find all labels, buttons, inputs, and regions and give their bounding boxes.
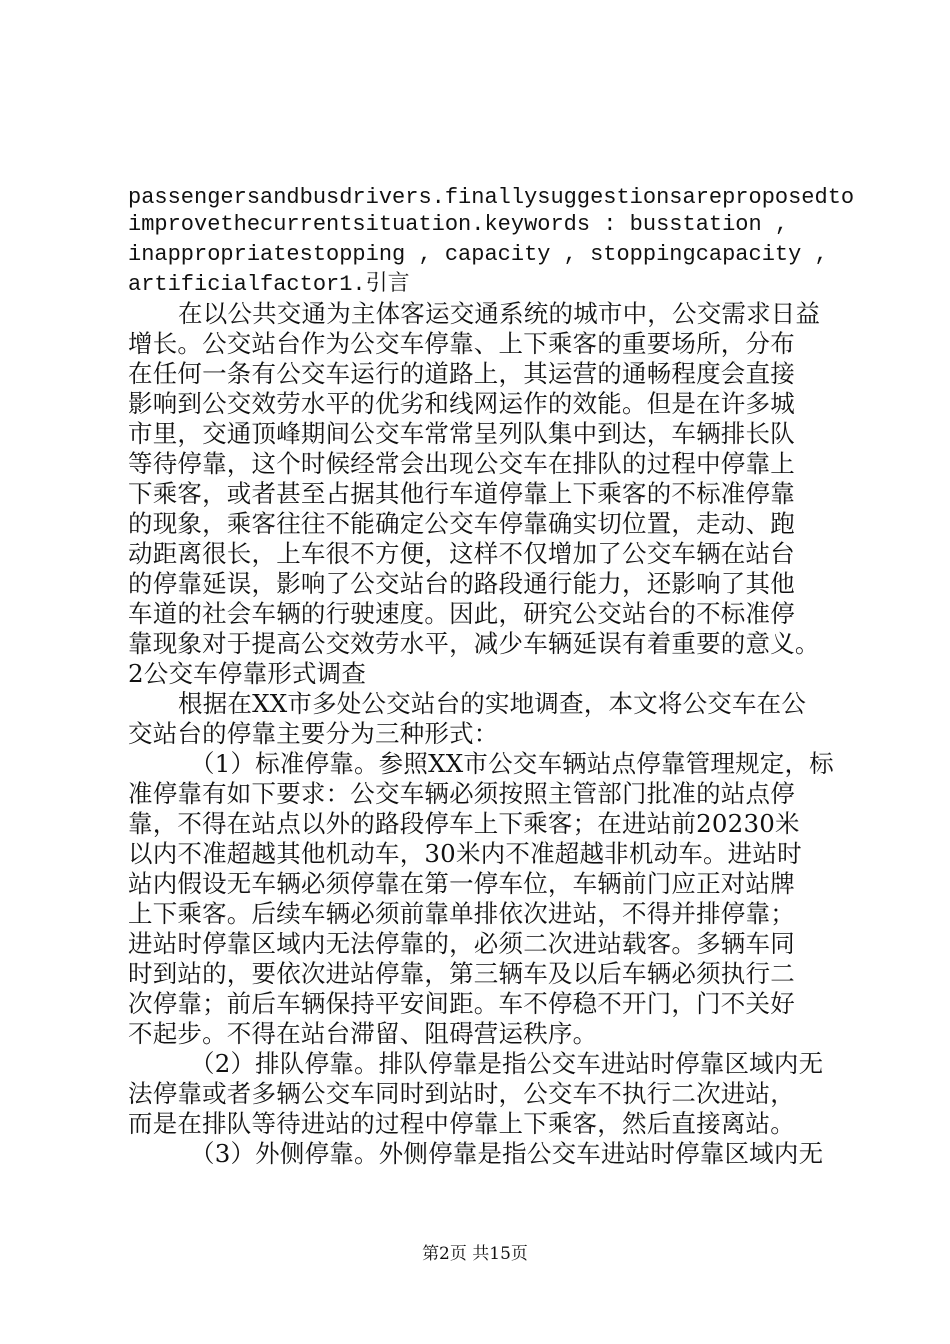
page-number-footer: 第2页 共15页 [422, 1244, 528, 1264]
body-line: 上下乘客。后续车辆必须前靠单排依次进站，不得并排停靠； [128, 899, 795, 928]
body-line: （3）外侧停靠。外侧停靠是指公交车进站时停靠区域内无 [190, 1139, 824, 1168]
body-line: 时到站的，要依次进站停靠，第三辆车及以后车辆必须执行二 [128, 959, 795, 988]
body-line: 等待停靠，这个时候经常会出现公交车在排队的过程中停靠上 [128, 449, 795, 478]
body-line: 进站时停靠区域内无法停靠的，必须二次进站载客。多辆车同 [128, 929, 795, 958]
body-line: （1）标准停靠。参照XX市公交车辆站点停靠管理规定，标 [190, 749, 834, 778]
body-line: 根据在XX市多处公交站台的实地调查，本文将公交车在公 [178, 689, 807, 718]
body-line: 市里，交通顶峰期间公交车常常呈列队集中到达，车辆排长队 [128, 419, 795, 448]
body-line: 准停靠有如下要求：公交车辆必须按照主管部门批准的站点停 [128, 779, 795, 808]
abstract-line-4: artificialfactor1.引言 [128, 272, 410, 297]
body-line: 车道的社会车辆的行驶速度。因此，研究公交站台的不标准停 [128, 599, 795, 628]
body-line: 不起步。不得在站台滞留、阻碍营运秩序。 [128, 1019, 598, 1048]
body-line: 影响到公交效劳水平的优劣和线网运作的效能。但是在许多城 [128, 389, 795, 418]
body-line: 靠，不得在站点以外的路段停车上下乘客；在进站前20230米 [128, 809, 800, 838]
body-line: 下乘客，或者甚至占据其他行车道停靠上下乘客的不标准停靠 [128, 479, 795, 508]
body-line: 增长。公交站台作为公交车停靠、上下乘客的重要场所，分布 [128, 329, 795, 358]
body-line: 的停靠延误，影响了公交站台的路段通行能力，还影响了其他 [128, 569, 795, 598]
body-line: 次停靠；前后车辆保持平安间距。车不停稳不开门，门不关好 [128, 989, 795, 1018]
abstract-line-3: inappropriatestopping , capacity , stoppingcapacity , [128, 242, 828, 267]
body-line: 动距离很长，上车很不方便，这样不仅增加了公交车辆在站台 [128, 539, 795, 568]
abstract-line-1: passengersandbusdrivers.finallysuggestionsareproposedto [128, 185, 855, 210]
body-line: 以内不准超越其他机动车，30米内不准超越非机动车。进站时 [128, 839, 802, 868]
body-line: 法停靠或者多辆公交车同时到站时，公交车不执行二次进站， [128, 1079, 795, 1108]
body-line: 在以公共交通为主体客运交通系统的城市中，公交需求日益 [178, 299, 821, 328]
body-line: 的现象，乘客往往不能确定公交车停靠确实切位置，走动、跑 [128, 509, 795, 538]
body-line: 而是在排队等待进站的过程中停靠上下乘客，然后直接离站。 [128, 1109, 795, 1138]
body-line: 在任何一条有公交车运行的道路上，其运营的通畅程度会直接 [128, 359, 795, 388]
body-line: 站内假设无车辆必须停靠在第一停车位，车辆前门应正对站牌 [128, 869, 795, 898]
section-heading: 2公交车停靠形式调查 [128, 659, 367, 688]
body-line: 交站台的停靠主要分为三种形式： [128, 719, 499, 748]
abstract-line-2: improvethecurrentsituation.keywords : busstation , [128, 212, 789, 237]
body-line: 靠现象对于提高公交效劳水平，减少车辆延误有着重要的意义。 [128, 629, 820, 658]
body-line: （2）排队停靠。排队停靠是指公交车进站时停靠区域内无 [190, 1049, 824, 1078]
